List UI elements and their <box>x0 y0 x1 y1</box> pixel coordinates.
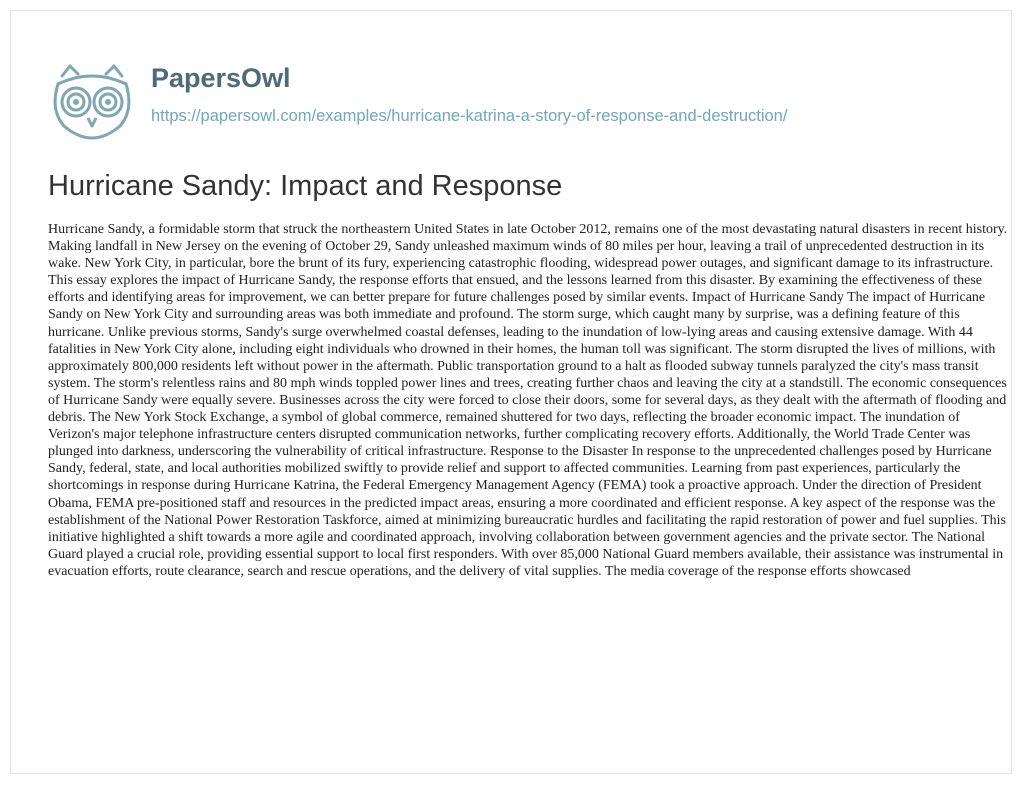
owl-logo-icon[interactable] <box>48 62 136 140</box>
essay-body: Hurricane Sandy, a formidable storm that struck the northeastern United States in late October 2012, remains one of the most devastating natural disasters in recent history. Making landfall in New Jersey on the evening of October 29, Sandy unleashed maximum winds of 80 miles per hour, leaving a trail of unprecedented destruction in its wake. New York City, in particular, bore the brunt of its fury, experiencing catastrophic flooding, widespread power outages, and significant damage to its infrastructure. This essay explores the impact of Hurricane Sandy, the response efforts that ensued, and the lessons learned from this disaster. By examining the effectiveness of these efforts and identifying areas for improvement, we can better prepare for future challenges posed by similar events. Impact of Hurricane Sandy The impact of Hurricane Sandy on New York City and surrounding areas was both immediate and profound. The storm surge, which caught many by surprise, was a defining feature of this hurricane. Unlike previous storms, Sandy's surge overwhelmed coastal defenses, leading to the inundation of low-lying areas and causing extensive damage. With 44 fatalities in New York City alone, including eight individuals who drowned in their homes, the human toll was significant. The storm disrupted the lives of millions, with approximately 800,000 residents left without power in the aftermath. Public transportation ground to a halt as flooded subway tunnels paralyzed the city's mass transit system. The storm's relentless rains and 80 mph winds toppled power lines and trees, creating further chaos and leaving the city at a standstill. The economic consequences of Hurricane Sandy were equally severe. Businesses across the city were forced to close their doors, some for several days, as they dealt with the aftermath of flooding and debris. The New York Stock Exchange, a symbol of global commerce, remained shuttered for two days, reflecting the broader economic impact. The inundation of Verizon's major telephone infrastructure centers disrupted communication networks, further complicating recovery efforts. Additionally, the World Trade Center was plunged into darkness, underscoring the vulnerability of critical infrastructure. Response to the Disaster In response to the unprecedented challenges posed by Hurricane Sandy, federal, state, and local authorities mobilized swiftly to provide relief and support to affected communities. Learning from past experiences, particularly the shortcomings in response during Hurricane Katrina, the Federal Emergency Management Agency (FEMA) took a proactive approach. Under the direction of President Obama, FEMA pre-positioned staff and resources in the predicted impact areas, ensuring a more coordinated and efficient response. A key aspect of the response was the establishment of the National Power Restoration Taskforce, aimed at minimizing bureaucratic hurdles and facilitating the rapid restoration of power and fuel supplies. This initiative highlighted a shift towards a more agile and coordinated approach, involving collaboration between government agencies and the private sector. The National Guard played a crucial role, providing essential support to local first responders. With over 85,000 National Guard members available, their assistance was instrumental in evacuation efforts, route clearance, search and rescue operations, and the delivery of vital supplies. The media coverage of the response efforts showcased <box>48 222 1008 579</box>
site-brand-name[interactable]: PapersOwl <box>151 63 291 93</box>
essay-title: Hurricane Sandy: Impact and Response <box>48 170 563 202</box>
source-url-link[interactable]: https://papersowl.com/examples/hurricane-katrina-a-story-of-response-and-destruction/ <box>151 107 788 125</box>
